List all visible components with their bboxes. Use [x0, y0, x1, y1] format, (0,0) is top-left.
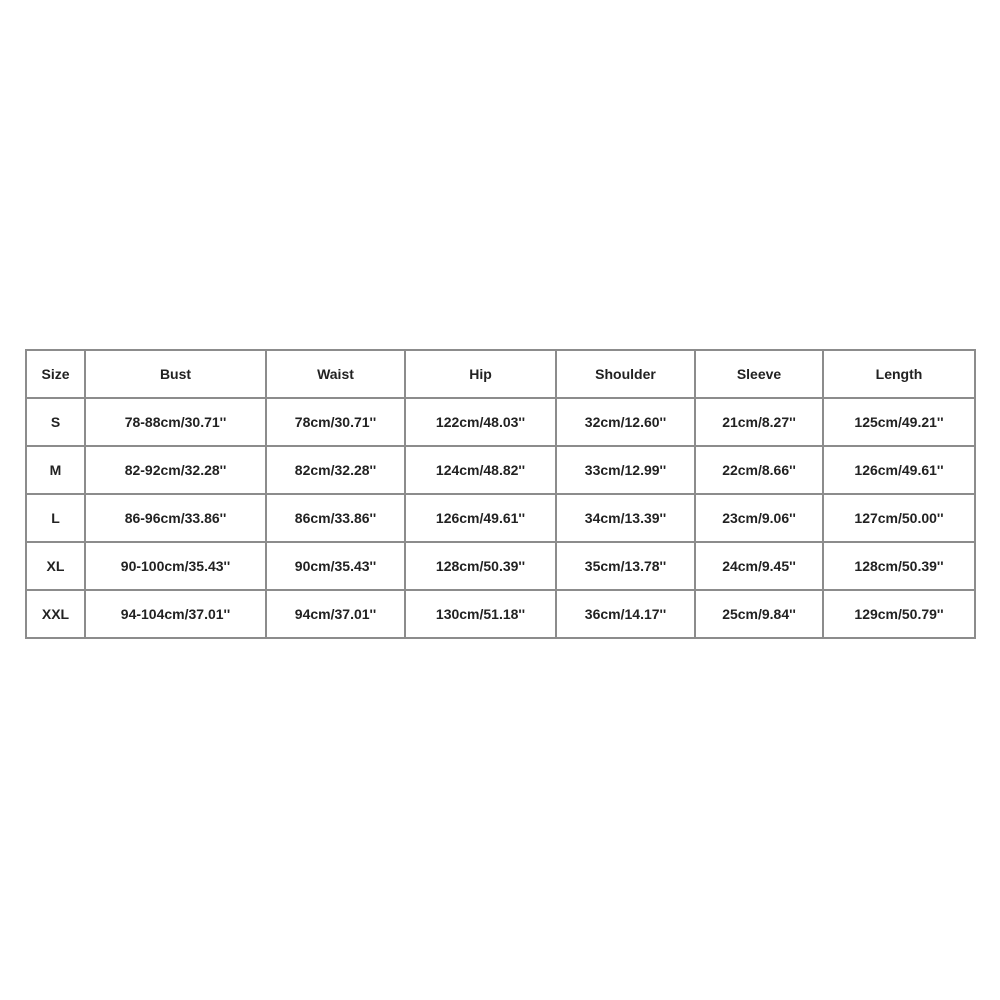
cell-length: 125cm/49.21'' — [823, 398, 975, 446]
header-bust: Bust — [85, 350, 266, 398]
header-shoulder: Shoulder — [556, 350, 695, 398]
cell-size: XXL — [26, 590, 85, 638]
cell-sleeve: 24cm/9.45'' — [695, 542, 823, 590]
cell-hip: 130cm/51.18'' — [405, 590, 556, 638]
cell-sleeve: 21cm/8.27'' — [695, 398, 823, 446]
cell-bust: 94-104cm/37.01'' — [85, 590, 266, 638]
cell-sleeve: 23cm/9.06'' — [695, 494, 823, 542]
cell-waist: 94cm/37.01'' — [266, 590, 405, 638]
cell-size: XL — [26, 542, 85, 590]
cell-bust: 86-96cm/33.86'' — [85, 494, 266, 542]
table-row — [26, 398, 975, 446]
cell-shoulder: 36cm/14.17'' — [556, 590, 695, 638]
cell-waist: 78cm/30.71'' — [266, 398, 405, 446]
table-row — [26, 446, 975, 494]
cell-hip: 126cm/49.61'' — [405, 494, 556, 542]
table-row — [26, 590, 975, 638]
header-length: Length — [823, 350, 975, 398]
cell-shoulder: 34cm/13.39'' — [556, 494, 695, 542]
cell-waist: 90cm/35.43'' — [266, 542, 405, 590]
cell-size: L — [26, 494, 85, 542]
cell-hip: 128cm/50.39'' — [405, 542, 556, 590]
header-row — [26, 350, 975, 398]
cell-length: 129cm/50.79'' — [823, 590, 975, 638]
cell-length: 127cm/50.00'' — [823, 494, 975, 542]
cell-sleeve: 22cm/8.66'' — [695, 446, 823, 494]
cell-bust: 90-100cm/35.43'' — [85, 542, 266, 590]
cell-waist: 82cm/32.28'' — [266, 446, 405, 494]
header-size: Size — [26, 350, 85, 398]
cell-waist: 86cm/33.86'' — [266, 494, 405, 542]
table-row — [26, 494, 975, 542]
table-row — [26, 542, 975, 590]
cell-size: M — [26, 446, 85, 494]
cell-hip: 124cm/48.82'' — [405, 446, 556, 494]
header-hip: Hip — [405, 350, 556, 398]
cell-bust: 78-88cm/30.71'' — [85, 398, 266, 446]
cell-shoulder: 33cm/12.99'' — [556, 446, 695, 494]
cell-length: 128cm/50.39'' — [823, 542, 975, 590]
cell-shoulder: 35cm/13.78'' — [556, 542, 695, 590]
cell-bust: 82-92cm/32.28'' — [85, 446, 266, 494]
cell-size: S — [26, 398, 85, 446]
header-sleeve: Sleeve — [695, 350, 823, 398]
cell-sleeve: 25cm/9.84'' — [695, 590, 823, 638]
size-chart-table — [25, 349, 976, 639]
cell-shoulder: 32cm/12.60'' — [556, 398, 695, 446]
cell-length: 126cm/49.61'' — [823, 446, 975, 494]
header-waist: Waist — [266, 350, 405, 398]
cell-hip: 122cm/48.03'' — [405, 398, 556, 446]
